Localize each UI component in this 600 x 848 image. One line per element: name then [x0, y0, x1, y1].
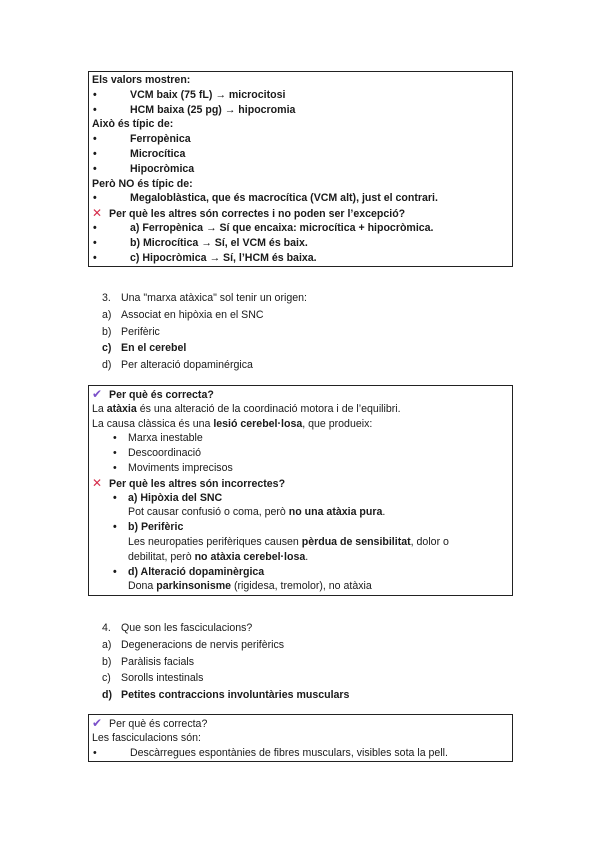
bullet-item — [92, 147, 509, 162]
box-line — [92, 402, 509, 417]
check-icon: ✔ — [92, 387, 103, 401]
check-icon: ✔ — [92, 716, 103, 730]
option-text: Perifèric — [121, 325, 160, 338]
why-others-heading — [92, 206, 509, 221]
bullet-item — [92, 746, 509, 761]
answer-option — [88, 654, 528, 671]
bullet-explanation — [92, 579, 509, 594]
bullet-item — [92, 446, 509, 461]
question-text: Que son les fasciculacions? — [121, 622, 253, 634]
bullet-text: Hipocròmica — [130, 162, 195, 175]
text-run: Les neuropaties perifèriques causen — [128, 535, 302, 548]
bullet-icon: • — [93, 88, 97, 101]
text-run: La — [92, 402, 107, 415]
text-run-bold: no atàxia cerebel·losa — [194, 550, 306, 563]
bullet-item — [92, 461, 509, 476]
answer-option-correct — [88, 340, 528, 357]
option-text: Per alteració dopaminérgica — [121, 359, 253, 372]
box-line: Les fasciculacions són: — [92, 731, 201, 744]
bullet-item — [92, 431, 509, 446]
box-line: Els valors mostren: — [92, 74, 191, 86]
heading-text: Per què les altres són incorrectes? — [109, 477, 286, 490]
text-run: , dolor o — [410, 535, 449, 548]
bullet-item — [92, 236, 509, 251]
bullet-text: Microcítica — [130, 147, 186, 160]
bullet-icon: • — [93, 251, 97, 264]
bullet-text: Megaloblàstica, que és macrocítica (VCM alt), just el contrari. — [130, 192, 438, 205]
bullet-icon: • — [93, 221, 97, 234]
bullet-text: HCM baixa (25 pg) → hipocromia — [130, 103, 296, 116]
text-run-bold: parkinsonisme — [156, 580, 232, 593]
question-text: Una "marxa atàxica" sol tenir un origen: — [121, 292, 307, 304]
cross-icon: ✕ — [92, 475, 103, 490]
bullet-text: Descoordinació — [128, 447, 202, 460]
option-letter: b) — [102, 325, 112, 338]
bullet-item — [92, 251, 509, 266]
text-run: debilitat, però — [128, 550, 195, 563]
bullet-icon: • — [113, 491, 117, 504]
answer-option — [88, 670, 528, 687]
question-stem — [88, 620, 528, 637]
why-correct-heading — [92, 716, 509, 731]
answer-option — [88, 324, 528, 341]
bullet-icon: • — [93, 103, 97, 116]
answer-option — [88, 307, 528, 324]
option-letter: a) — [102, 308, 112, 321]
text-run-bold: atàxia — [106, 402, 137, 415]
bullet-icon: • — [93, 162, 97, 175]
question-3 — [88, 290, 528, 374]
bullet-explanation — [92, 550, 509, 565]
bullet-icon: • — [93, 236, 97, 249]
bullet-item — [92, 103, 509, 118]
answer-option-correct — [88, 687, 528, 704]
bullet-item — [92, 132, 509, 147]
explanation-box-q4 — [88, 714, 513, 762]
bullet-icon: • — [113, 521, 117, 534]
answer-option — [88, 357, 528, 374]
bullet-item — [92, 162, 509, 177]
option-letter: d) — [102, 359, 112, 372]
bullet-icon: • — [93, 192, 97, 205]
heading-text: Per què és correcta? — [109, 718, 208, 730]
option-letter: d) — [102, 689, 112, 702]
bullet-icon: • — [113, 565, 117, 578]
option-text: En el cerebel — [121, 342, 187, 355]
bullet-item — [92, 520, 509, 535]
bullet-item — [92, 191, 509, 206]
bullet-text: Ferropènica — [130, 133, 191, 146]
explanation-box-q2 — [88, 71, 513, 267]
text-run: La causa clàssica és una — [92, 417, 214, 430]
why-incorrect-heading — [92, 476, 509, 491]
bullet-text: Descàrregues espontànies de fibres musculars, visibles sota la pell. — [130, 746, 448, 759]
bullet-text: b) Perifèric — [128, 521, 184, 534]
why-correct-heading — [92, 387, 509, 402]
option-text: Sorolls intestinals — [121, 672, 204, 685]
option-letter: c) — [102, 672, 111, 685]
bullet-text: Moviments imprecisos — [128, 461, 233, 474]
bullet-item — [92, 221, 509, 236]
bullet-text: Marxa inestable — [128, 432, 203, 445]
bullet-icon: • — [113, 461, 117, 474]
option-letter: b) — [102, 655, 112, 668]
bullet-explanation — [92, 505, 509, 520]
option-text: Petites contraccions involuntàries musculars — [121, 689, 350, 702]
option-text: Associat en hipòxia en el SNC — [121, 308, 264, 321]
bullet-text: d) Alteració dopaminèrgica — [128, 565, 265, 578]
bullet-text: c) Hipocròmica → Sí, l’HCM és baixa. — [130, 251, 317, 264]
heading-text: Per què les altres són correctes i no poden ser l’excepció? — [109, 208, 406, 221]
text-run: Pot causar confusió o coma, però — [128, 506, 289, 519]
bullet-text: a) Hipòxia del SNC — [128, 491, 223, 504]
box-line: Això és típic de: — [92, 118, 174, 131]
heading-text: Per què és correcta? — [109, 389, 214, 401]
question-number: 3. — [102, 292, 111, 304]
box-line — [92, 417, 509, 432]
text-run: (rigidesa, tremolor), no atàxia — [231, 580, 372, 593]
bullet-item — [92, 88, 509, 103]
bullet-icon: • — [113, 432, 117, 445]
explanation-box-q3 — [88, 385, 513, 596]
text-run: . — [382, 506, 386, 519]
bullet-text: b) Microcítica → Sí, el VCM és baix. — [130, 236, 308, 249]
bullet-icon: • — [93, 133, 97, 146]
bullet-item — [92, 565, 509, 580]
bullet-icon: • — [93, 746, 97, 759]
text-run: Dona — [128, 580, 157, 593]
box-line: Però NO és típic de: — [92, 177, 193, 190]
option-text: Degeneracions de nervis perifèrics — [121, 638, 285, 651]
question-stem — [88, 290, 528, 307]
bullet-icon: • — [93, 147, 97, 160]
cross-icon: ✕ — [92, 206, 103, 221]
question-number: 4. — [102, 622, 111, 634]
bullet-text: a) Ferropènica → Sí que encaixa: microcítica + hipocròmica. — [130, 221, 434, 234]
option-letter: c) — [102, 342, 112, 355]
text-run-bold: pèrdua de sensibilitat — [301, 535, 411, 548]
option-letter: a) — [102, 638, 112, 651]
text-run: és una alteració de la coordinació motora i de l’equilibri. — [136, 402, 401, 415]
answer-option — [88, 637, 528, 654]
question-4 — [88, 620, 528, 704]
text-run-bold: no una atàxia pura — [288, 506, 383, 519]
text-run: . — [305, 550, 309, 563]
text-run: , que produeix: — [302, 417, 373, 430]
option-text: Paràlisis facials — [121, 655, 195, 668]
bullet-icon: • — [113, 447, 117, 460]
bullet-item — [92, 491, 509, 506]
text-run-bold: lesió cerebel·losa — [213, 417, 303, 430]
bullet-text: VCM baix (75 fL) → microcitosi — [130, 88, 286, 101]
bullet-explanation — [92, 535, 509, 550]
